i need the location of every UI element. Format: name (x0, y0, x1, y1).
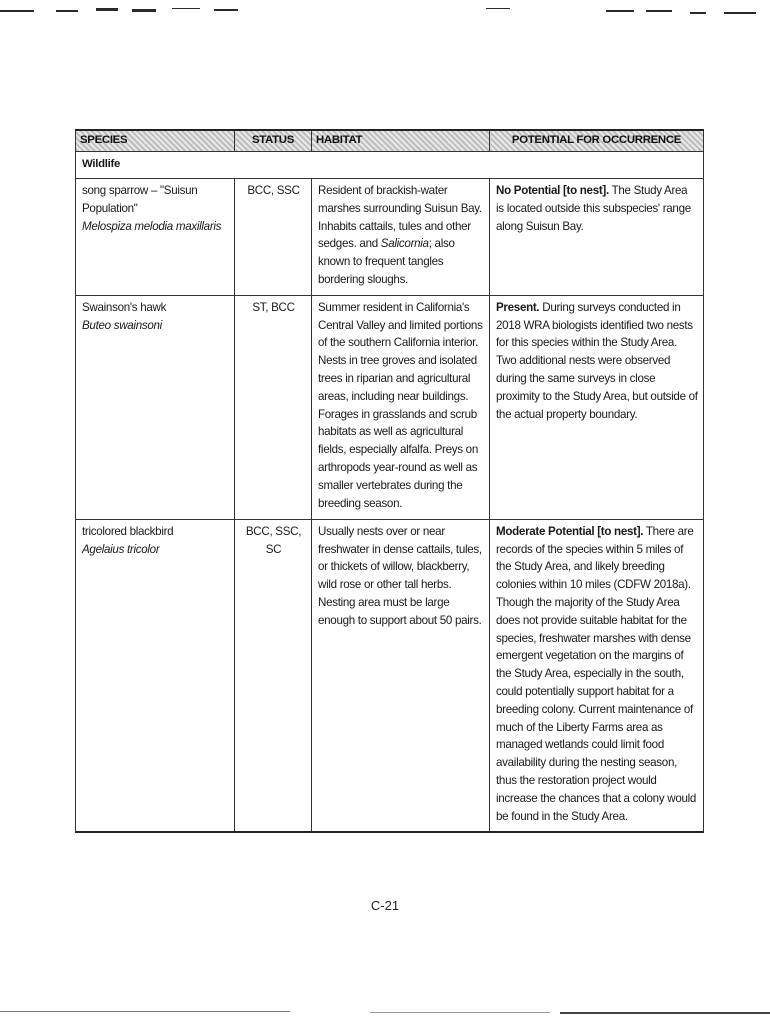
scan-artifact-top-3 (96, 8, 118, 11)
potential-cell (490, 295, 704, 519)
header-species: SPECIES (76, 130, 235, 152)
potential-text: There are records of the species within 5 miles of the Study Area, and likely breeding colonies within 10 miles (CDFW 2018a). Though the majority of the Study Area does not provide suitable habitat for the species, freshwater marshes with dense emergent vegetation on the margins of the Study Area, especially in the south, could potentially support habitat for a breeding colony. Current maintenance of much of the Liberty Farms area as managed wetlands could limit food availability during the nesting season, thus the restoration project would increase the chances that a colony would be found in the Study Area. (496, 524, 697, 823)
table-row (76, 519, 704, 832)
habitat-italic-text: Salicornia (380, 237, 429, 251)
scientific-name: Buteo swainsoni (82, 318, 162, 332)
potential-cell (490, 519, 704, 832)
header-potential: POTENTIAL FOR OCCURRENCE (490, 130, 704, 152)
header-status: STATUS (235, 130, 312, 152)
scan-artifact-top-4 (132, 9, 156, 12)
scan-artifact-bottom-2 (370, 1012, 550, 1013)
habitat-text-end: ; also known to frequent tangles bordering sloughs. (318, 237, 455, 286)
group-row-wildlife (76, 152, 704, 179)
habitat-cell (312, 519, 490, 832)
habitat-text: Resident of brackish-water marshes surrounding Suisun Bay. Inhabits cattails, tules and other sedges. and (318, 184, 482, 251)
species-cell (76, 519, 235, 832)
potential-label: Moderate Potential [to nest]. (496, 524, 644, 538)
table-header-row (76, 130, 704, 152)
scan-artifact-top-9 (646, 10, 672, 12)
scan-artifact-top-7 (486, 8, 510, 9)
habitat-cell (312, 295, 490, 519)
scan-artifact-top-8 (606, 10, 634, 12)
scientific-name: Agelaius tricolor (82, 542, 160, 556)
scan-artifact-top-1 (0, 10, 34, 12)
scan-artifact-bottom-3 (560, 1012, 770, 1014)
table-row (76, 295, 704, 519)
table-row (76, 179, 704, 296)
habitat-cell (312, 179, 490, 296)
potential-label: No Potential [to nest]. (496, 184, 609, 197)
common-name: song sparrow – "Suisun Population" (82, 184, 198, 215)
group-label: Wildlife (76, 152, 704, 179)
species-cell (76, 179, 235, 296)
potential-text: During surveys conducted in 2018 WRA biologists identified two nests for this species within the Study Area. Two additional nests were observed during the same surveys in close proximity to the Study Area, but outside of the actual property boundary. (496, 300, 698, 421)
scientific-name: Melospiza melodia maxillaris (82, 219, 222, 233)
header-habitat: HABITAT (312, 130, 490, 152)
scan-artifact-top-6 (214, 9, 238, 11)
potential-label: Present. (496, 300, 540, 314)
page-number: C-21 (370, 898, 400, 913)
status-cell: ST, BCC (235, 295, 312, 519)
scan-artifact-top-5 (172, 8, 200, 9)
status-cell: BCC, SSC (235, 179, 312, 296)
potential-cell (490, 179, 704, 296)
scan-artifact-top-2 (56, 10, 78, 12)
habitat-text: Usually nests over or near freshwater in dense cattails, tules, or thickets of willow, blackberry, wild rose or other tall herbs. Nesting area must be large enough to support about 50 pairs. (318, 524, 482, 627)
species-cell (76, 295, 235, 519)
species-table (75, 129, 704, 833)
scan-artifact-bottom-1 (0, 1011, 290, 1012)
potential-text: The Study Area is located outside this subspecies' range along Suisun Bay. (496, 184, 691, 233)
scan-artifact-top-11 (724, 12, 756, 14)
habitat-text: Summer resident in California's Central Valley and limited portions of the southern California interior. Nests in tree groves and isolated trees in riparian and agricultural areas, including near buildings. Forages in grasslands and scrub habitats as well as agricultural fields, especially alfalfa. Preys on arthropods year-round as well as smaller vertebrates during the breeding season. (318, 300, 483, 510)
common-name: Swainson's hawk (82, 300, 167, 314)
scan-artifact-top-10 (690, 12, 706, 14)
status-cell: BCC, SSC, SC (235, 519, 312, 832)
common-name: tricolored blackbird (82, 524, 174, 538)
